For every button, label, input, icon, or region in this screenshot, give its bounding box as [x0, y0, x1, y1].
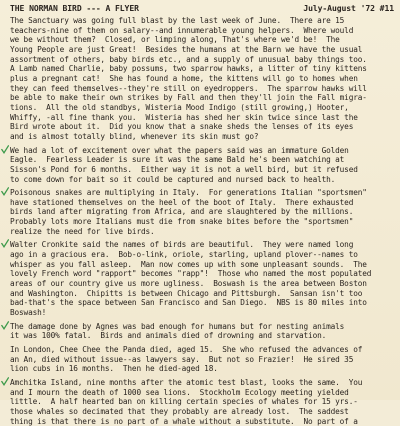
text-line: to come down for bait so it could be captured and nursed back to health. [10, 174, 336, 184]
checkmark-icon [1, 377, 9, 386]
text-line: Poisonous snakes are multiplying in Italy. For generations Italian "sportsmen" [10, 188, 367, 198]
text-line: they can feed themselves--they're still on eyedroppers. The sparrow hawks will [10, 83, 367, 93]
flyer-body [10, 16, 394, 426]
text-line: bad-that's the space between San Francisco and San Diego. NBS is 80 miles into [10, 298, 367, 308]
text-line: lovely French word "rapport" becomes "rapp"! Those who named the most populated [10, 269, 372, 279]
text-line: and Washington. Chipitts is between Chicago and Pittsburgh. Sansan isn't too [10, 288, 363, 298]
checkmark-icon [1, 145, 9, 154]
paragraph [10, 322, 394, 341]
text-line: Bird wrote about it. Did you know that a snake sheds the lenses of its eyes [10, 122, 354, 132]
text-line: Whiffy, -all fine thank you. Wisteria has shed her skin twice since last the [10, 112, 358, 122]
checkmark-icon [1, 187, 9, 196]
text-line: Eagle. Fearless Leader is sure it was the same Bald he's been watching at [10, 155, 345, 165]
text-line: those whales so decimated that they probably are already lost. The saddest [10, 406, 349, 416]
paragraph [10, 146, 394, 185]
text-line: thing is that there is no part of a whale without a substitute. No part of a [10, 416, 358, 426]
text-line: teachers-nine of them on salary--and innumerable young helpers. Where would [10, 25, 354, 35]
text-line: ago in a gracious era. Bob-o-link, oriole, starling, upland plover--names to [10, 250, 358, 260]
text-line: an An, died without issue--as lawyers say. But not so Frazier! He sired 35 [10, 354, 354, 364]
text-line: little. A half hearted ban on killing certain species of whales for 15 yrs.- [10, 397, 358, 407]
text-line: We had a lot of excitement over what the papers said was an immature Golden [10, 145, 349, 155]
text-line: A Lamb named Charlie, baby possums, two sparrow hawks, a litter of tiny kittens [10, 64, 367, 74]
text-line: birds land after migrating from Africa, and are slaughtered by the millions. [10, 207, 354, 217]
text-line: Sisson's Pond for 6 months. Either way it is not a well bird, but it refused [10, 164, 358, 174]
checkmark-icon [1, 321, 9, 330]
text-line: lion cubs in 16 months. Then he died-aged 18. [10, 364, 218, 374]
text-line: it was 100% fatal. Birds and animals died of drowning and starvation. [10, 331, 327, 341]
text-line: whisper as you fall asleep. Man now comes up with some unpleasant sounds. The [10, 259, 367, 269]
text-line: The damage done by Agnes was bad enough for humans but for nesting animals [10, 321, 345, 331]
paragraph [10, 188, 394, 236]
text-line: The Sanctuary was going full blast by the last week of June. There are 15 [10, 16, 345, 25]
text-line: areas of our country give us more ugliness. Boswash is the area between Boston [10, 279, 367, 289]
text-line: Amchitka Island, nine months after the atomic test blast, looks the same. You [10, 377, 363, 387]
text-line: Boswash! [10, 308, 47, 318]
text-line: and is almost totally blind, whenever its skin must go? [10, 131, 259, 141]
text-line: tions. All the old standbys, Wisteria Mood Indigo (still growing,) Hooter, [10, 102, 349, 112]
text-line: be able to make their own strikes by Fall and then they'll join the Fall migra- [10, 93, 367, 103]
text-line: realize the need for live birds. [10, 226, 155, 236]
flyer-title: THE NORMAN BIRD --- A FLYER [10, 3, 139, 13]
text-line: and I mourn the death of 1000 sea lions. Stockholm Ecology meeting yielded [10, 387, 349, 397]
text-line: have stationed themselves on the heel of the boot of Italy. There exhausted [10, 197, 354, 207]
text-line: In London, Chee Chee the Panda died, aged 15. She who refused the advances of [10, 345, 363, 354]
paragraph [10, 378, 394, 426]
flyer-header [10, 3, 394, 13]
paragraph [10, 16, 394, 142]
paragraph [10, 240, 394, 317]
checkmark-icon [1, 239, 9, 248]
paragraph [10, 345, 394, 374]
text-line: assortment of others, baby birds etc., and a supply of unusual baby things too. [10, 54, 367, 64]
text-line: Probably lots more Italians must die from snake bites before the "sportsmen" [10, 217, 354, 227]
text-line: Young People are just Great! Besides the humans at the Barn we have the usual [10, 44, 363, 54]
text-line: plus a pregnant cat! She has found a home, the kittens will go to homes when [10, 73, 358, 83]
text-line: we be without them? Closed, or limping along, That's where we'd be! The [10, 35, 340, 45]
flyer-issue-date: July-August '72 #11 [303, 3, 394, 13]
text-line: Walter Cronkite said the names of birds are beautiful. They were named long [10, 240, 354, 250]
